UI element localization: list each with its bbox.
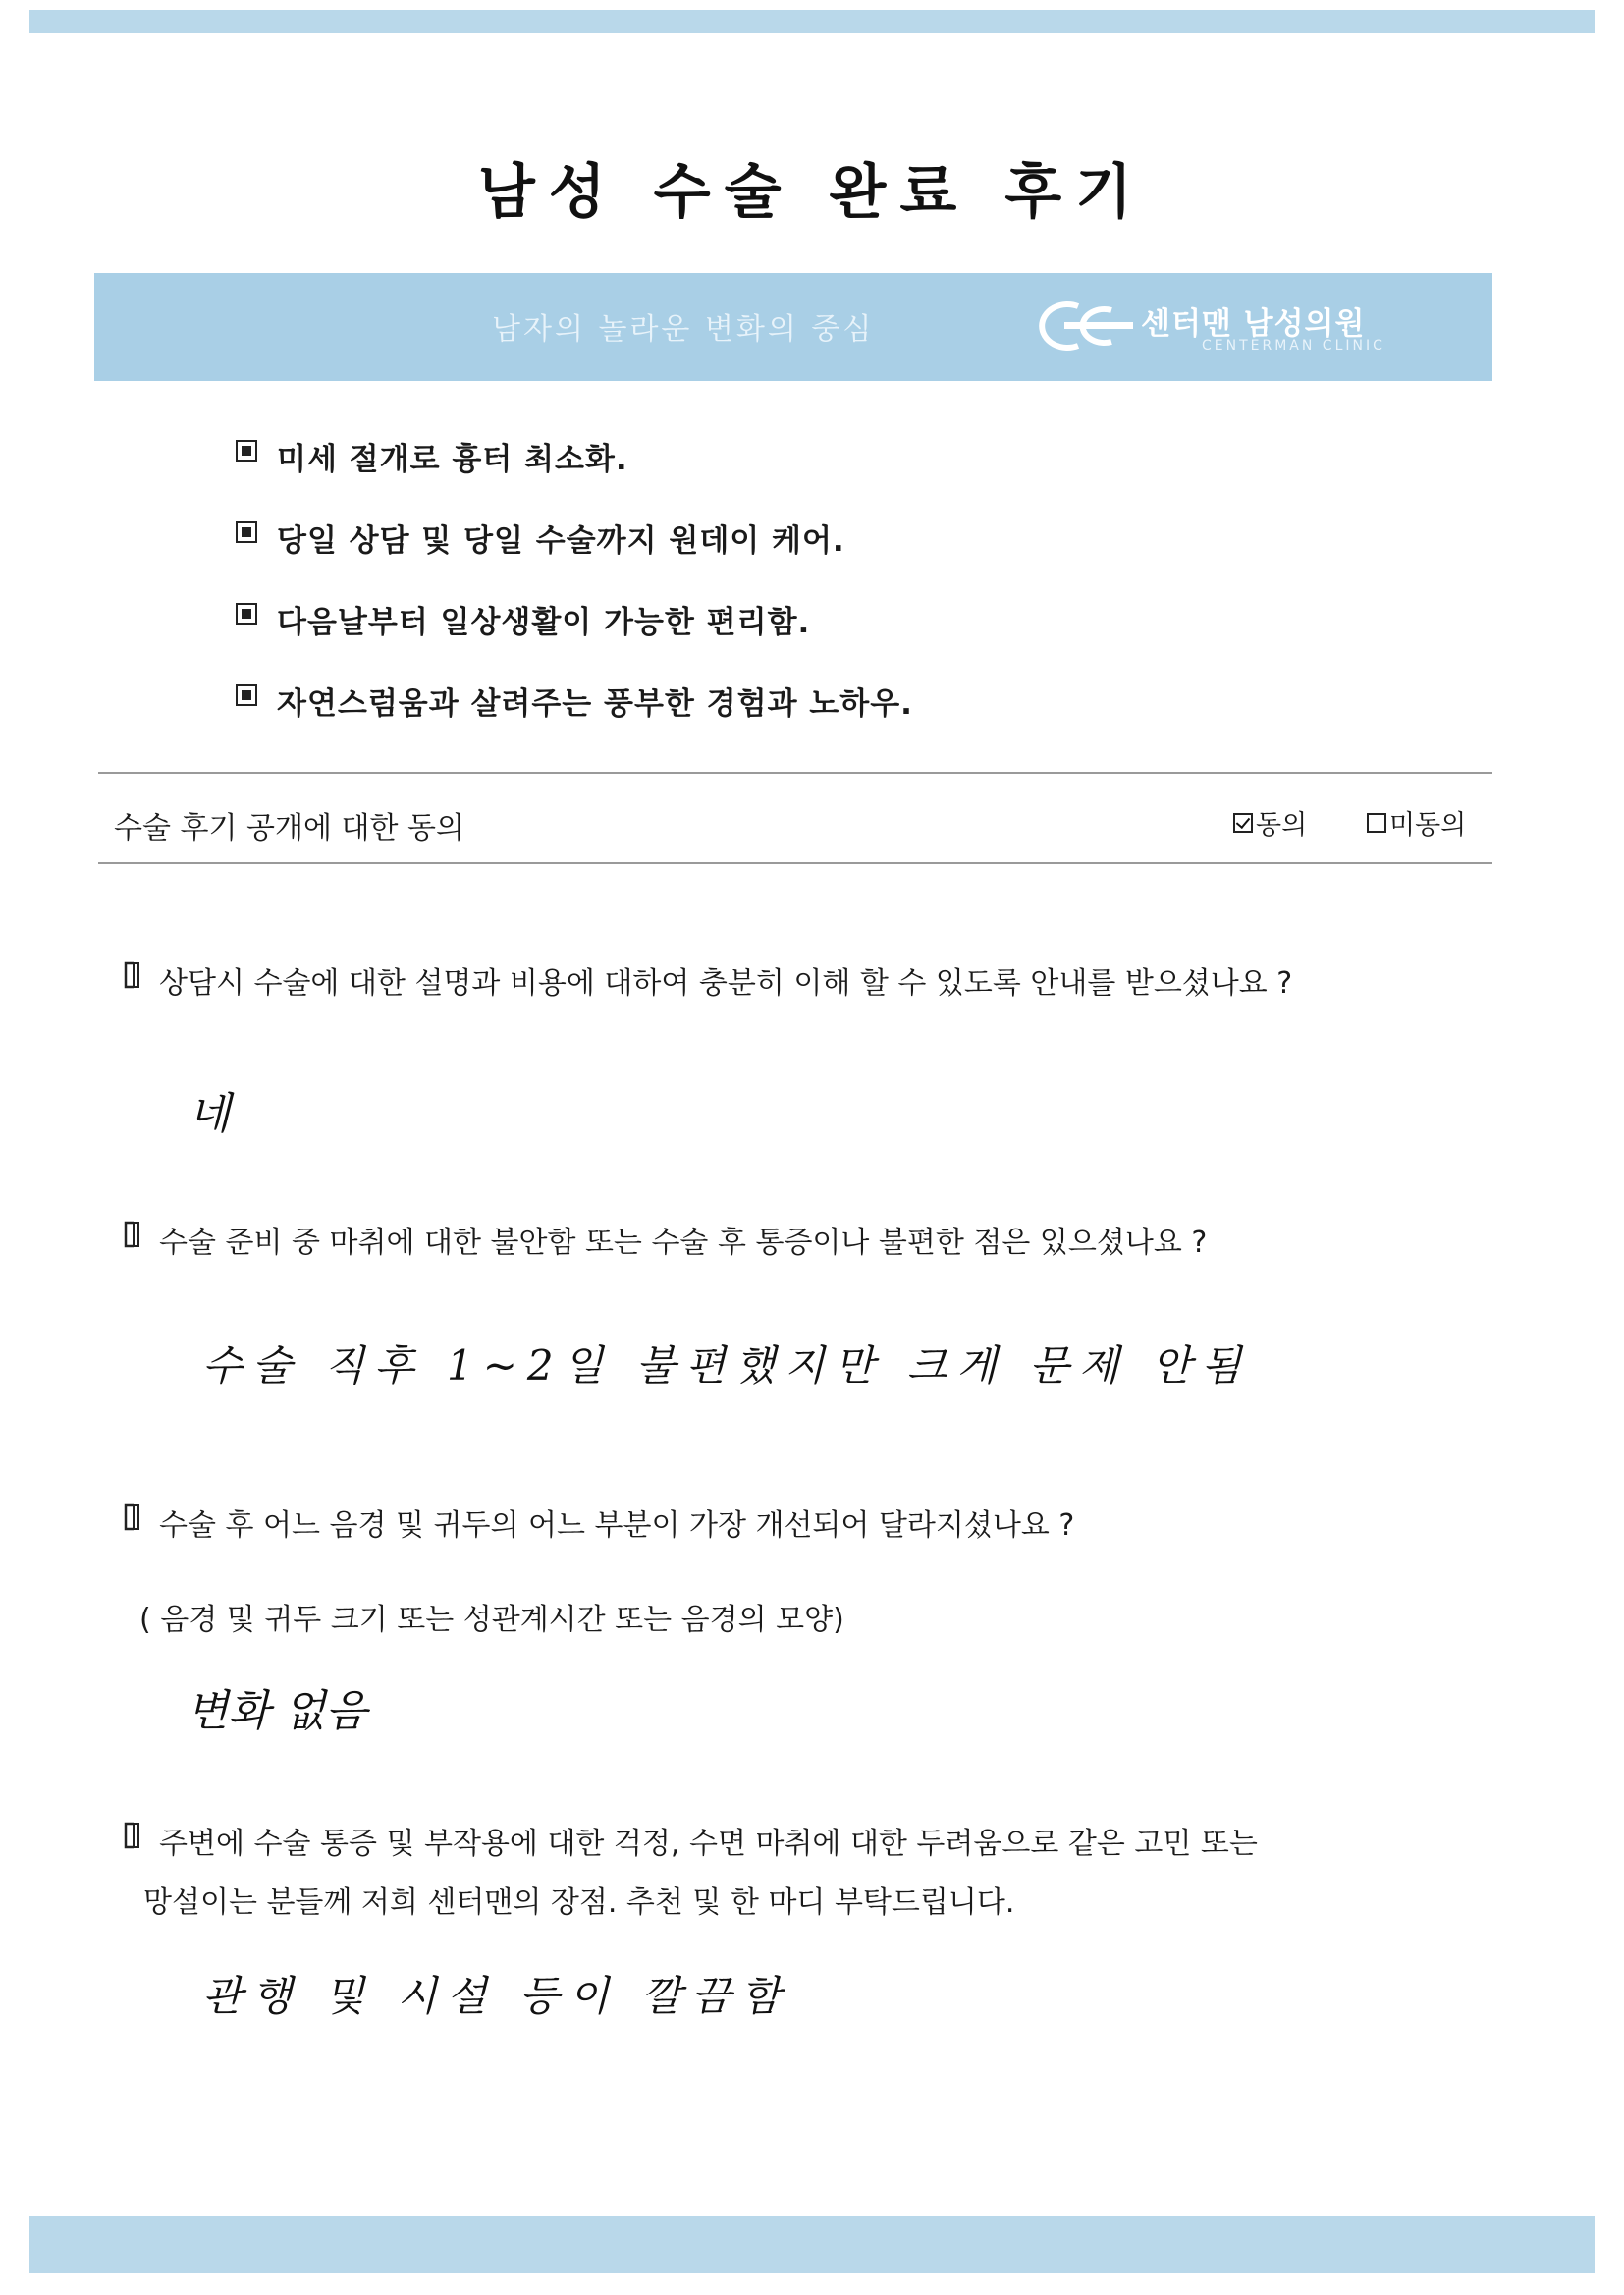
filled-square-checkbox-icon <box>236 440 257 462</box>
clinic-slogan: 남자의 놀라운 변화의 중심 <box>492 312 875 347</box>
clinic-name-english: CENTERMAN CLINIC <box>1202 338 1385 354</box>
feature-item <box>236 434 913 516</box>
q-bracket-icon <box>122 1821 141 1850</box>
question-4 <box>122 1819 1258 1862</box>
feature-text: 당일 상담 및 당일 수술까지 원데이 케어. <box>277 523 845 559</box>
question-4-line2: 망설이는 분들께 저희 센터맨의 장점. 추천 및 한 마디 부탁드립니다. <box>143 1885 1015 1920</box>
bottom-decorative-band <box>29 2216 1595 2273</box>
consent-bottom-divider <box>98 862 1492 864</box>
page-title: 남성 수술 완료 후기 <box>477 158 1147 227</box>
q-bracket-icon <box>122 1503 141 1532</box>
question-text: 상담시 수술에 대한 설명과 비용에 대하여 충분히 이해 할 수 있도록 안내를 받으셨나요 ? <box>159 966 1293 1001</box>
consent-top-divider <box>98 772 1492 774</box>
feature-list <box>236 434 913 760</box>
question-3-subtext: ( 음경 및 귀두 크기 또는 성관계시간 또는 음경의 모양) <box>139 1603 844 1637</box>
question-text: 주변에 수술 통증 및 부작용에 대한 걱정, 수면 마취에 대한 두려움으로 같은 고민 또는 <box>159 1827 1258 1861</box>
consent-label: 수술 후기 공개에 대한 동의 <box>114 811 464 846</box>
feature-text: 다음날부터 일상생활이 가능한 편리함. <box>277 605 811 640</box>
question-3 <box>122 1501 1074 1544</box>
top-decorative-band <box>29 10 1595 33</box>
agree-label: 동의 <box>1256 810 1308 841</box>
question-text: 수술 준비 중 마취에 대한 불안함 또는 수술 후 통증이나 불편한 점은 있으셨나요 ? <box>159 1226 1208 1260</box>
clinic-logo <box>1017 293 1430 361</box>
feature-text: 미세 절개로 흉터 최소화. <box>277 442 628 477</box>
disagree-checkbox[interactable] <box>1367 813 1386 833</box>
question-2 <box>122 1218 1207 1261</box>
filled-square-checkbox-icon <box>236 521 257 543</box>
filled-square-checkbox-icon <box>236 603 257 625</box>
agree-checkbox[interactable] <box>1233 813 1253 833</box>
question-text: 수술 후 어느 음경 및 귀두의 어느 부분이 가장 개선되어 달라지셨나요 ? <box>159 1508 1075 1543</box>
filled-square-checkbox-icon <box>236 684 257 706</box>
q-bracket-icon <box>122 1220 141 1249</box>
answer-4: 관행 및 시설 등이 깔끔함 <box>202 1972 791 2020</box>
consent-agree-option[interactable] <box>1233 803 1307 842</box>
feature-item <box>236 597 913 679</box>
clinic-name: 센터맨 남성의원 <box>1141 306 1366 342</box>
answer-3: 변화 없음 <box>187 1686 368 1736</box>
answer-1: 네 <box>189 1089 231 1139</box>
question-1 <box>122 958 1292 1002</box>
q-bracket-icon <box>122 960 141 990</box>
clinic-logo-icon <box>1017 299 1135 354</box>
disagree-label: 미동의 <box>1389 810 1467 841</box>
clinic-header-band <box>94 273 1492 381</box>
consent-disagree-option[interactable] <box>1367 803 1466 842</box>
answer-2: 수술 직후 1~2일 불편했지만 크게 문제 안됨 <box>202 1341 1251 1390</box>
feature-text: 자연스럼움과 살려주는 풍부한 경험과 노하우. <box>277 686 913 722</box>
feature-item <box>236 516 913 597</box>
feature-item <box>236 679 913 760</box>
